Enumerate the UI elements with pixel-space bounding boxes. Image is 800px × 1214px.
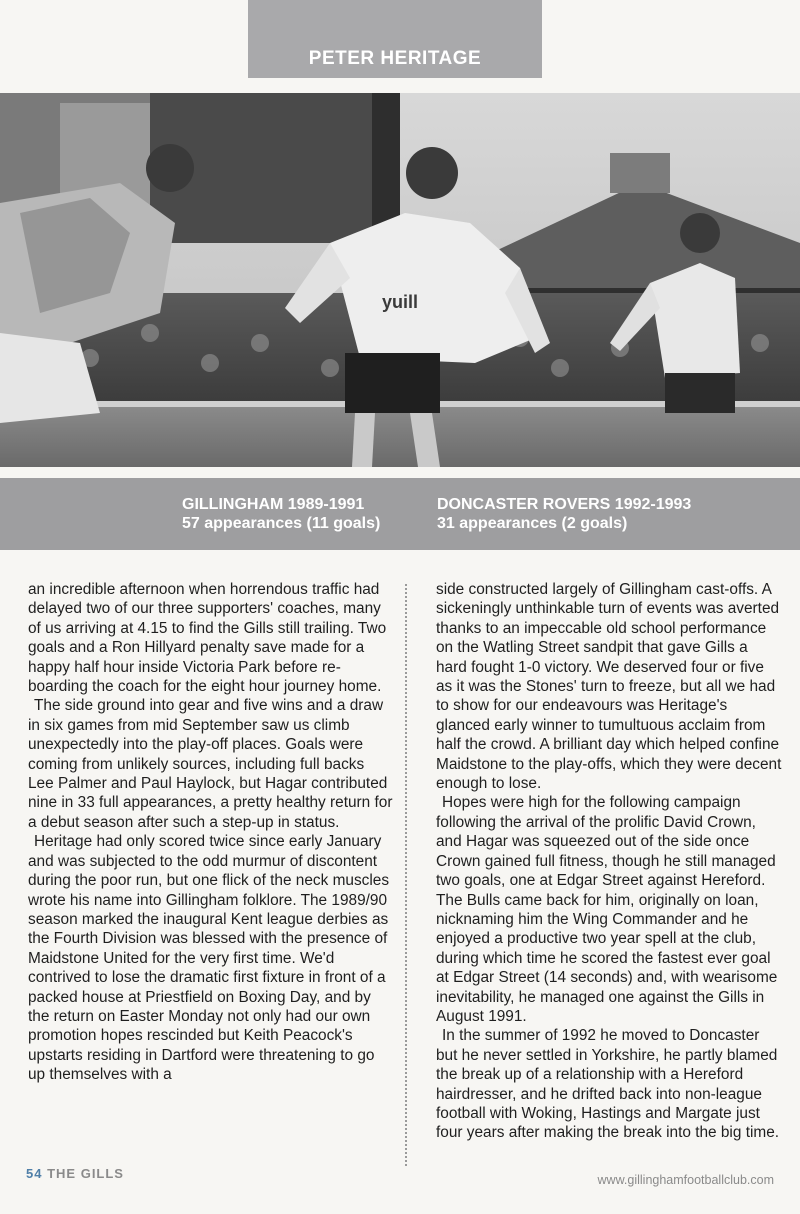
article-paragraph: The side ground into gear and five wins and a draw in six games from mid September saw us climb unexpectedly into the play-off places. Goals were coming from unlikely sources, including full backs Lee Palmer and Paul Haylock, but Hagar contributed nine in 33 full appearances, a pretty healthy return for a debut season after such a step-up in status. xyxy=(28,697,393,831)
page-title: PETER HERITAGE xyxy=(308,48,482,69)
career-club: DONCASTER ROVERS 1992-1993 xyxy=(437,496,692,513)
article-paragraph: In the summer of 1992 he moved to Doncaster but he never settled in Yorkshire, he partly blamed the break up of a relationship with a Hereford hairdresser, and he drifted back into non-league football with Woking, Hastings and Margate just four years after making the break into the big time. xyxy=(436,1027,780,1142)
article-column-left xyxy=(28,580,394,1085)
career-appearances: 31 appearances (2 goals) xyxy=(437,515,628,532)
shirt-sponsor-text: yuill xyxy=(382,292,419,312)
title-banner xyxy=(248,0,542,78)
career-stats-band xyxy=(0,478,800,550)
footer-page-label xyxy=(26,1166,124,1181)
career-club: GILLINGHAM 1989-1991 xyxy=(182,496,365,513)
footer-url: www.gillinghamfootballclub.com xyxy=(597,1173,774,1187)
article-paragraph: side constructed largely of Gillingham cast-offs. A sickeningly unthinkable turn of events was averted thanks to an impeccable old school performance on the Watling Street sandpit that gave Gills a hard fought 1-0 victory. We deserved four or five as it was the Stones' turn to freeze, but all we had to show for our endeavours was Heritage's glanced early winner to tumultuous acclaim from half the crowd. A brilliant day which helped confine Maidstone to the play-offs, which they were decent enough to lose. xyxy=(436,581,782,793)
article-column-right xyxy=(436,580,782,1143)
career-doncaster xyxy=(437,495,691,533)
column-divider xyxy=(405,584,407,1166)
career-appearances: 57 appearances (11 goals) xyxy=(182,515,381,532)
page-number: 54 xyxy=(26,1166,43,1181)
match-photo xyxy=(0,93,800,467)
magazine-name: THE GILLS xyxy=(47,1166,124,1181)
career-gillingham xyxy=(182,495,380,533)
article-paragraph: an incredible afternoon when horrendous traffic had delayed two of our three supporters' coaches, many of us arriving at 4.15 to find the Gills still trailing. Two goals and a Ron Hillyard penalty save made for a happy half hour inside Victoria Park before re-boarding the coach for the eight hour journey home. xyxy=(28,581,387,696)
article-paragraph: Hopes were high for the following campaign following the arrival of the prolific David Crown, and Hagar was squeezed out of the side once Crown gained full fitness, though he still managed two goals, one at Edgar Street against Hereford. The Bulls came back for him, originally on loan, nicknaming him the Wing Commander and he enjoyed a productive two year spell at the club, during which time he scored the fastest ever goal at Edgar Street (14 seconds) and, with wearisome inevitability, he managed one against the Gills in August 1991. xyxy=(436,794,778,1025)
article-paragraph: Heritage had only scored twice since early January and was subjected to the odd murmur of discontent during the poor run, but one flick of the neck muscles wrote his name into Gillingham folklore. The 1989/90 season marked the inaugural Kent league derbies as the Fourth Division was blessed with the presence of Maidstone United for the very first time. We'd contrived to lose the dramatic first fixture in front of a packed house at Priestfield on Boxing Day, and by the return on Easter Monday not only had our own promotion hopes rescinded but Keith Peacock's upstarts residing in Dartford were threatening to go up themselves with a xyxy=(28,833,390,1084)
